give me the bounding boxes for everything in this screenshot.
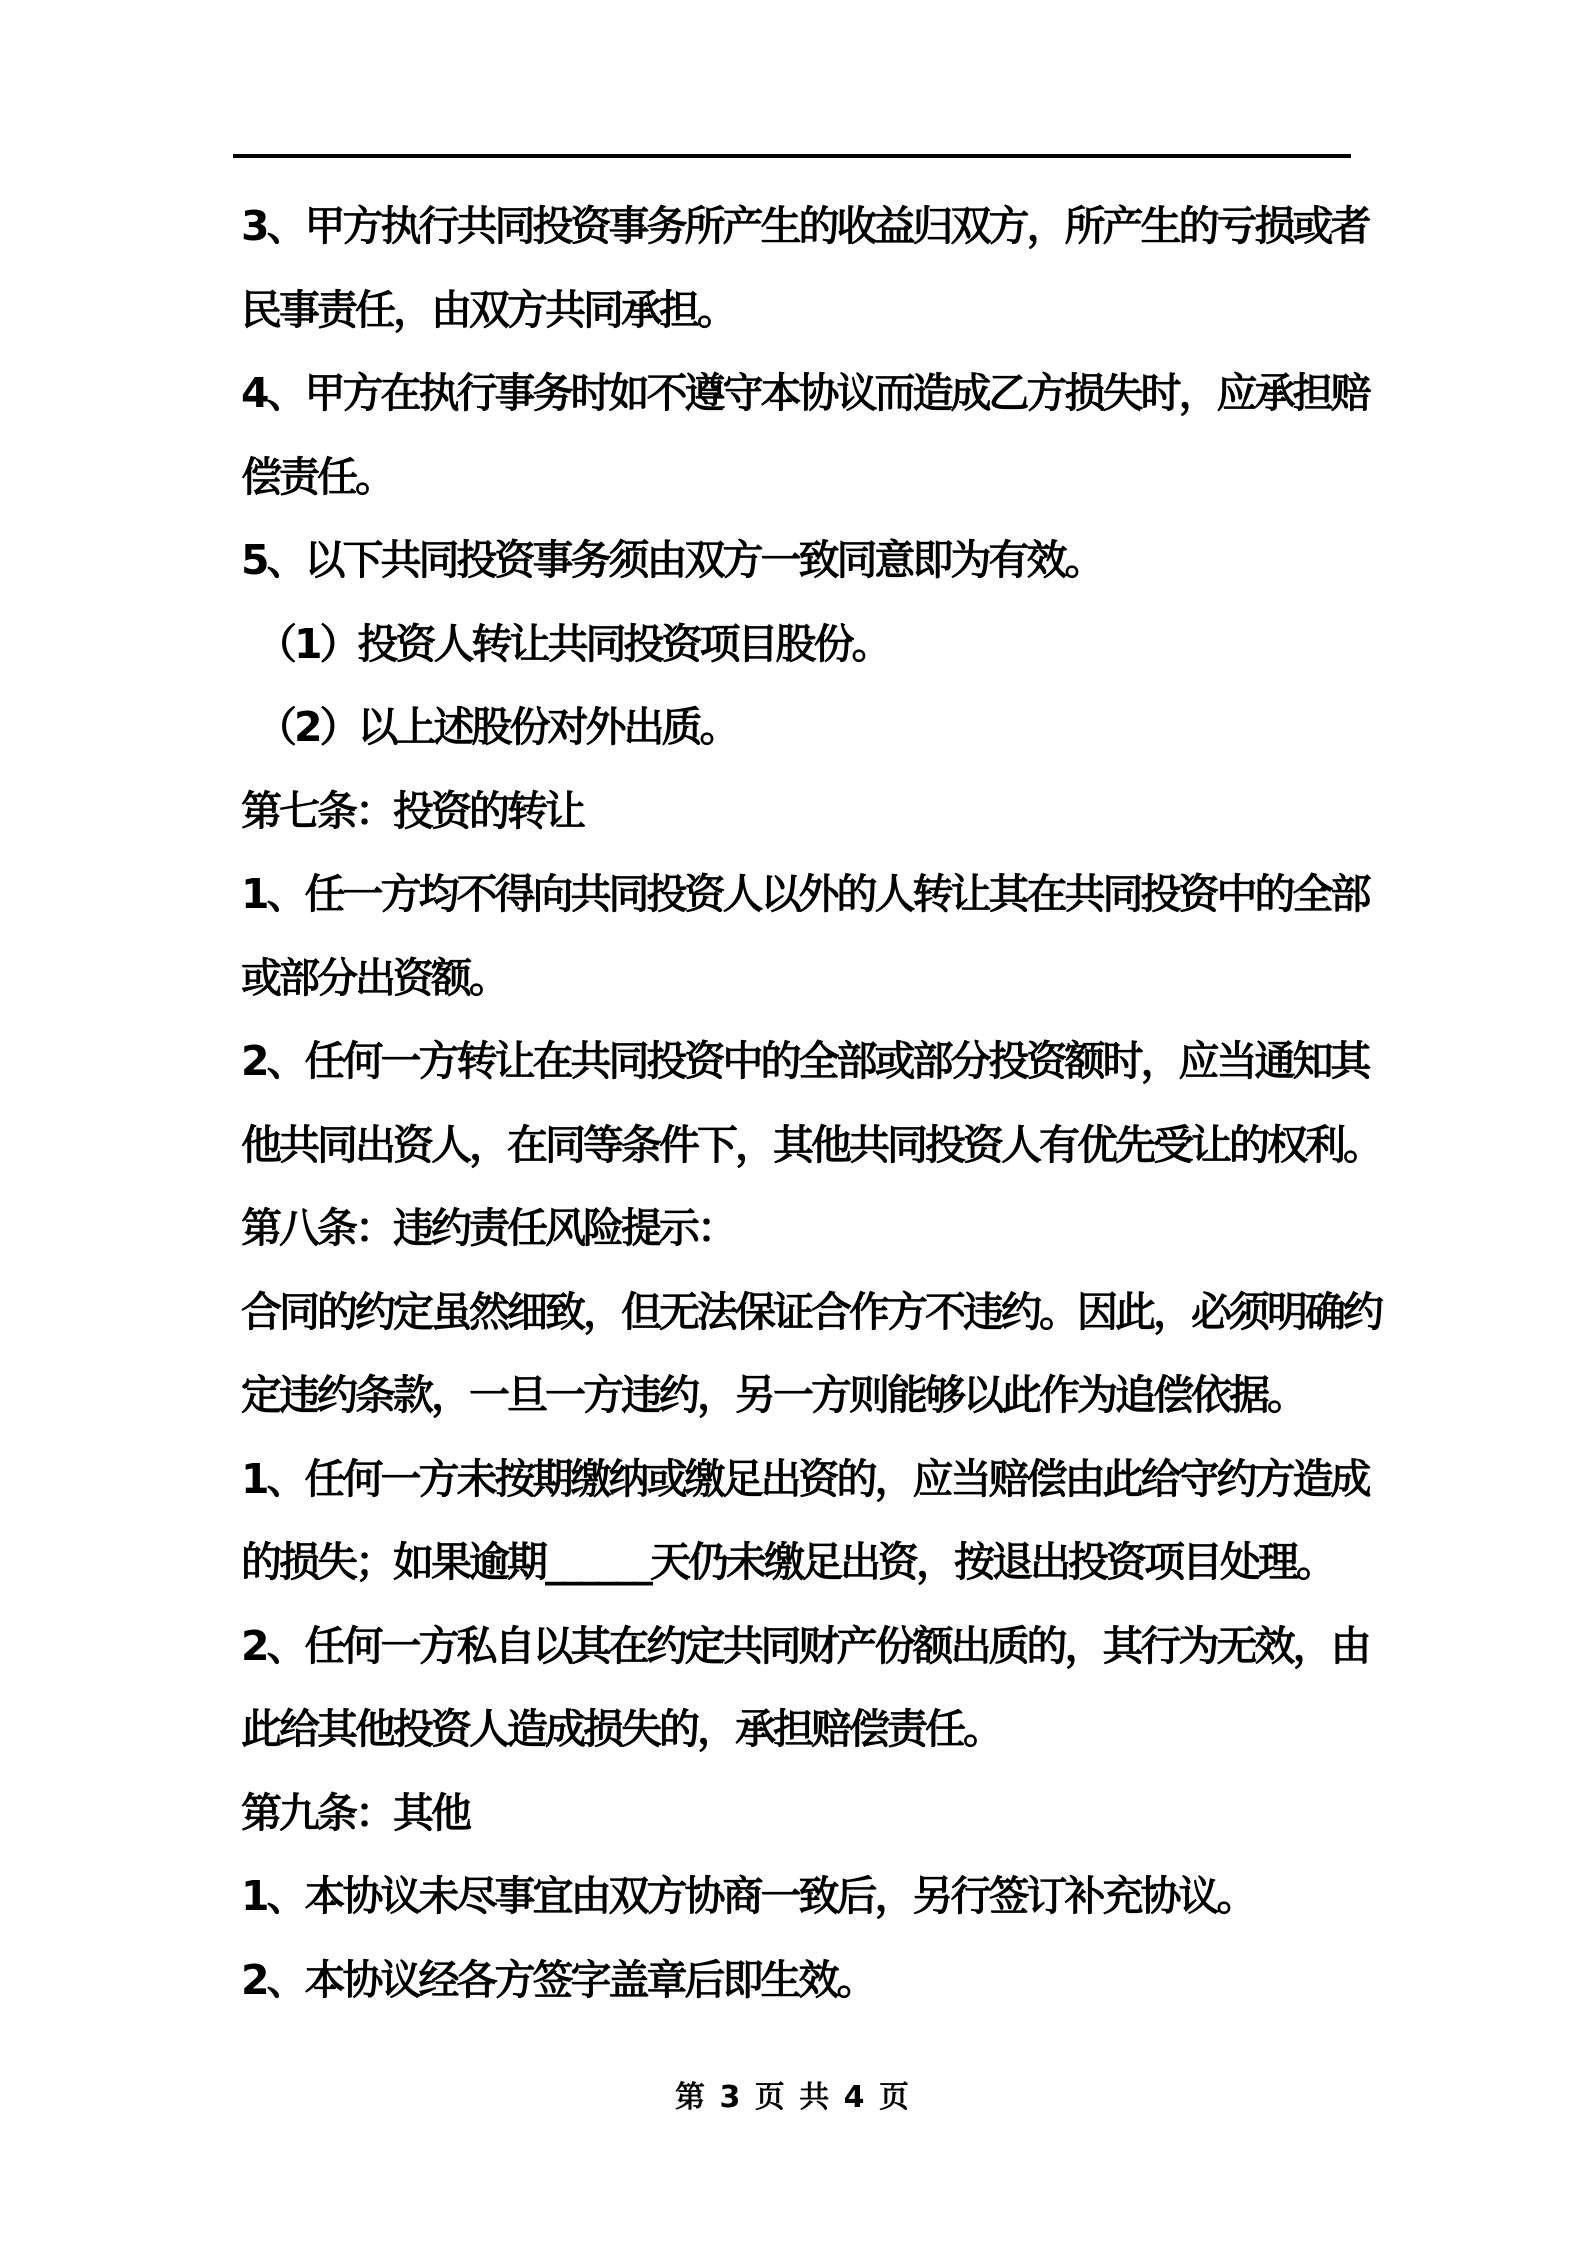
document-line: 5、以下共同投资事务须由双方一致同意即为有效。 (241, 536, 1103, 584)
document-line: 4、甲方在执行事务时如不遵守本协议而造成乙方损失时，应承担赔 (241, 369, 1369, 417)
document-line: 他共同出资人，在同等条件下，其他共同投资人有优先受让的权利。 (241, 1120, 1381, 1169)
document-line: 2、本协议经各方签字盖章后即生效。 (241, 1955, 875, 2004)
document-line: 合同的约定虽然细致，但无法保证合作方不违约。因此，必须明确约 (241, 1287, 1381, 1336)
document-line: 1、任何一方未按期缴纳或缴足出资的，应当赔偿由此给守约方造成 (241, 1454, 1369, 1503)
document-section-heading: 第八条：违约责任风险提示： (241, 1204, 735, 1252)
page-footer (0, 2078, 1586, 2118)
document-line: 1、任一方均不得向共同投资人以外的人转让其在共同投资中的全部 (241, 870, 1369, 918)
document-line: 或部分出资额。 (241, 953, 507, 1002)
document-line: 偿责任。 (241, 452, 393, 501)
document-line: 的损失；如果逾期______天仍未缴足出资，按退出投资项目处理。 (241, 1538, 1334, 1586)
page-number-label: 第 3 页 共 4 页 (675, 2080, 911, 2115)
document-line: 2、任何一方转让在共同投资中的全部或部分投资额时，应当通知其 (241, 1037, 1369, 1085)
document-line: 1、本协议未尽事宜由双方协商一致后，另行签订补充协议。 (241, 1872, 1255, 1920)
document-line: 此给其他投资人造成损失的，承担赔偿责任。 (241, 1705, 1001, 1753)
document-line: 3、甲方执行共同投资事务所产生的收益归双方，所产生的亏损或者 (241, 202, 1369, 250)
document-line: 2、任何一方私自以其在约定共同财产份额出质的，其行为无效，由 (241, 1621, 1369, 1670)
document-section-heading: 第九条：其他 (241, 1788, 469, 1837)
document-line: （1）投资人转让共同投资项目股份。 (256, 619, 890, 668)
document-body (241, 185, 1381, 2022)
document-section-heading: 第七条：投资的转让 (241, 786, 583, 835)
document-line: 民事责任，由双方共同承担。 (241, 285, 735, 334)
document-line: （2）以上述股份对外出质。 (256, 703, 738, 751)
document-line: 定违约条款，一旦一方违约，另一方则能够以此作为追偿依据。 (241, 1371, 1305, 1419)
header-rule (233, 154, 1351, 158)
